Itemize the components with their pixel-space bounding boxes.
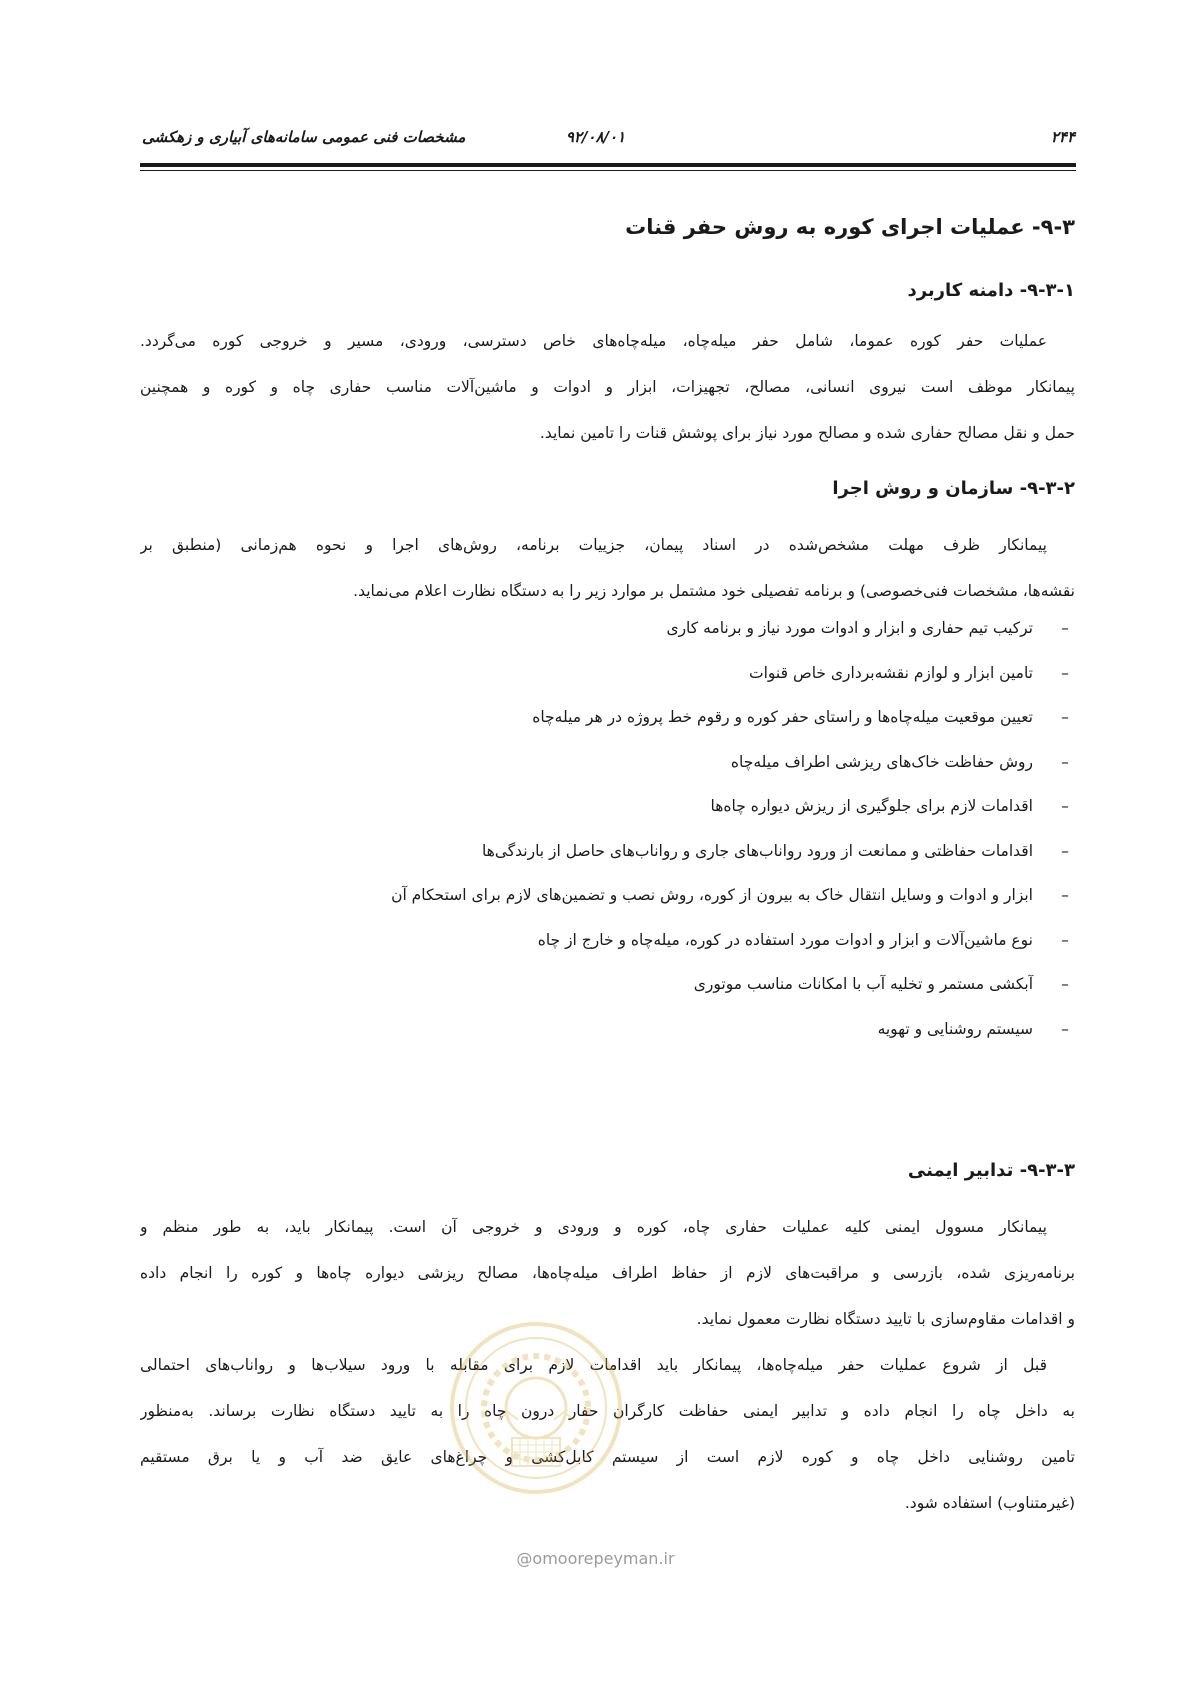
subsection-title-safety: ۹-۳-۳- تدابیر ایمنی xyxy=(907,1160,1075,1181)
header-rule-thin xyxy=(140,170,1076,171)
list-item-text: سیستم روشنایی و تهویه xyxy=(877,1019,1033,1038)
dash-bullet: – xyxy=(1061,663,1069,682)
list-item-text: آبکشی مستمر و تخلیه آب با امکانات مناسب موتوری xyxy=(693,975,1033,993)
paragraph-line: قبل از شروع عملیات حفر میله‌چاه‌ها، پیمانکار باید اقدامات لازم برای مقابله با ورود سیلاب‌ها و رواناب‌های احتمالی xyxy=(140,1356,1047,1374)
dash-bullet: – xyxy=(1061,886,1069,904)
paragraph-line: پیمانکار موظف است نیروی انسانی، مصالح، تجهیزات، ابزار و ادوات و ماشین‌آلات مناسب حفاری چاه و کوره و همچنین xyxy=(140,378,1075,396)
paragraph-line: و اقدامات مقاوم‌سازی با تایید دستگاه نظارت معمول نماید. xyxy=(696,1310,1075,1328)
list-item-text: ترکیب تیم حفاری و ابزار و ادوات مورد نیاز و برنامه کاری xyxy=(666,619,1033,637)
list-item-text: نوع ماشین‌آلات و ابزار و ادوات مورد استفاده در کوره، میله‌چاه و خارج از چاه xyxy=(537,930,1033,949)
list-item-text: ابزار و ادوات و وسایل انتقال خاک به بیرون از کوره، روش نصب و تضمین‌های لازم برای استحکام آن xyxy=(391,886,1033,904)
paragraph-line: برنامه‌ریزی شده، بازرسی و مراقبت‌های لازم از حفاظ اطراف میله‌چاه‌ها، مصالح ریزشی دیواره چاه‌ها و کوره را انجام داده xyxy=(140,1264,1075,1282)
header-rule xyxy=(140,163,1076,167)
paragraph-line: پیمانکار مسوول ایمنی کلیه عملیات حفاری چاه، کوره و ورودی و خروجی آن است. پیمانکار باید، به طور منظم و xyxy=(140,1218,1047,1236)
dash-bullet: – xyxy=(1061,619,1069,637)
watermark-seal-icon xyxy=(448,1320,624,1496)
list-item xyxy=(140,651,1075,696)
paragraph-line: پیمانکار ظرف مهلت مشخص‌شده در اسناد پیمان، جزییات برنامه، روش‌های اجرا و نحوه هم‌زمانی (منطبق بر xyxy=(140,536,1047,554)
list-item-text: تامین ابزار و لوازم نقشه‌برداری خاص قنوات xyxy=(749,663,1033,682)
dash-bullet: – xyxy=(1061,1019,1069,1038)
dash-bullet: – xyxy=(1061,708,1069,726)
section-title: ۹-۳- عملیات اجرای کوره به روش حفر قنات xyxy=(625,215,1075,239)
list-item xyxy=(140,695,1075,740)
list-item xyxy=(140,829,1075,874)
list-item xyxy=(140,918,1075,963)
paragraph-organization xyxy=(140,522,1075,614)
list-item-text: اقدامات حفاظتی و ممانعت از ورود رواناب‌های جاری و رواناب‌های حاصل از بارندگی‌ها xyxy=(481,841,1033,860)
paragraph-line: حمل و نقل مصالح حفاری شده و مصالح مورد نیاز برای پوشش قنات را تامین نماید. xyxy=(539,424,1075,442)
list-item-text: روش حفاظت خاک‌های ریزشی اطراف میله‌چاه xyxy=(730,752,1033,771)
dash-bullet: – xyxy=(1061,841,1069,860)
dash-bullet: – xyxy=(1061,797,1069,815)
list-item xyxy=(140,606,1075,651)
list-item xyxy=(140,873,1075,918)
paragraph-scope xyxy=(140,318,1075,456)
list-item xyxy=(140,740,1075,785)
dash-bullet: – xyxy=(1061,930,1069,949)
list-item xyxy=(140,962,1075,1007)
paragraph-line: به داخل چاه را انجام داده و تدابیر ایمنی حفاظت کارگران حفار درون چاه را به تایید دستگاه نظارت برساند. به‌منظور xyxy=(140,1402,1075,1420)
page-number: ۲۴۴ xyxy=(1050,128,1075,146)
watermark-site: @omoorepeyman.ir xyxy=(516,1549,675,1568)
paragraph-line: عملیات حفر کوره عموما، شامل حفر میله‌چاه، میله‌چاه‌های خاص دسترسی، ورودی، مسیر و خروجی کوره می‌گردد. xyxy=(140,332,1047,350)
subsection-title-organization: ۹-۳-۲- سازمان و روش اجرا xyxy=(832,478,1075,499)
paragraph-line: تامین روشنایی داخل چاه و کوره لازم است از سیستم کابل‌کشی و چراغ‌های عایق ضد آب و یا برق مستقیم xyxy=(140,1448,1075,1466)
requirements-list xyxy=(140,606,1075,1051)
paragraph-line: (غیرمتناوب) استفاده شود. xyxy=(904,1494,1075,1512)
list-item-text: تعیین موقعیت میله‌چاه‌ها و راستای حفر کوره و رقوم خط پروژه در هر میله‌چاه xyxy=(532,708,1033,726)
paragraph-line: نقشه‌ها، مشخصات فنی‌خصوصی) و برنامه تفصیلی خود مشتمل بر موارد زیر را به دستگاه نظارت اعلام می‌نماید. xyxy=(353,582,1075,600)
list-item xyxy=(140,1007,1075,1052)
dash-bullet: – xyxy=(1061,975,1069,993)
header-date: ۹۲/۰۸/۰۱ xyxy=(565,128,626,146)
subsection-title-scope: ۹-۳-۱- دامنه کاربرد xyxy=(907,280,1075,301)
list-item xyxy=(140,784,1075,829)
header-doc-title: مشخصات فنی عمومی سامانه‌های آبیاری و زهکشی xyxy=(142,128,466,146)
list-item-text: اقدامات لازم برای جلوگیری از ریزش دیواره چاه‌ها xyxy=(710,797,1033,815)
dash-bullet: – xyxy=(1061,752,1069,771)
